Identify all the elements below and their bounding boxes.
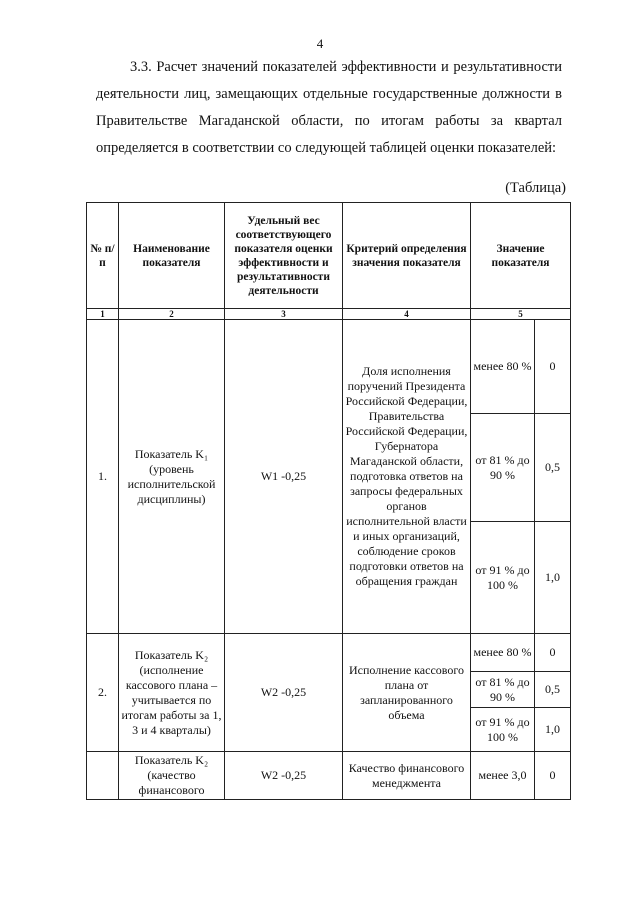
range-cell: от 91 % до 100 % <box>471 522 535 634</box>
body-paragraph: 3.3. Расчет значений показателей эффективности и результативности деятельности лиц, замещающих отдельные государственные должности в Правительстве Магаданской области, по итогам работы за квартал определяется в соответствии со следующей таблицей оценки показателей: <box>96 59 562 156</box>
table-row <box>87 320 571 414</box>
row-num: 1. <box>87 320 119 634</box>
score-cell: 0 <box>535 320 571 414</box>
column-number-row <box>87 309 571 320</box>
row-name: Показатель K₂ (исполнение кассового плана – учитывается по итогам работы за 1, 3 и 4 кварталы) <box>119 634 225 752</box>
col-number: 3 <box>225 309 343 320</box>
row-num <box>87 752 119 800</box>
table-row <box>87 752 571 800</box>
score-cell: 0,5 <box>535 414 571 522</box>
row-criterion: Доля исполнения поручений Президента Российской Федерации, Правительства Российской Федерации, Губернатора Магаданской области, подготовка ответов на запросы федеральных органов исполнительной власти и иных организаций, соблюдение сроков подготовки ответов на обращения граждан <box>343 320 471 634</box>
table-header-row <box>87 203 571 309</box>
page-number: 4 <box>316 36 324 51</box>
row-criterion: Исполнение кассового плана от запланированного объема <box>343 634 471 752</box>
score-cell: 1,0 <box>535 522 571 634</box>
row-weight: W1 -0,25 <box>225 320 343 634</box>
header-value: Значение показателя <box>471 203 571 309</box>
col-number: 4 <box>343 309 471 320</box>
table-caption: (Таблица) <box>505 180 566 196</box>
range-cell: от 81 % до 90 % <box>471 672 535 708</box>
score-cell: 0 <box>535 752 571 800</box>
range-cell: менее 3,0 <box>471 752 535 800</box>
range-cell: менее 80 % <box>471 634 535 672</box>
row-num: 2. <box>87 634 119 752</box>
range-cell: от 91 % до 100 % <box>471 708 535 752</box>
row-criterion: Качество финансового менеджмента <box>343 752 471 800</box>
range-cell: менее 80 % <box>471 320 535 414</box>
indicator-table <box>86 202 571 800</box>
col-number: 2 <box>119 309 225 320</box>
header-num: № п/п <box>87 203 119 309</box>
row-weight: W2 -0,25 <box>225 752 343 800</box>
table-row <box>87 634 571 672</box>
header-criterion: Критерий определения значения показателя <box>343 203 471 309</box>
score-cell: 0 <box>535 634 571 672</box>
row-name: Показатель K₂ (качество финансового <box>119 752 225 800</box>
row-name: Показатель K₁ (уровень исполнительской дисциплины) <box>119 320 225 634</box>
header-name: Наименование показателя <box>119 203 225 309</box>
score-cell: 0,5 <box>535 672 571 708</box>
row-weight: W2 -0,25 <box>225 634 343 752</box>
score-cell: 1,0 <box>535 708 571 752</box>
range-cell: от 81 % до 90 % <box>471 414 535 522</box>
col-number: 1 <box>87 309 119 320</box>
header-weight: Удельный вес соответствующего показателя оценки эффективности и результативности деятельности <box>225 203 343 309</box>
col-number: 5 <box>471 309 571 320</box>
